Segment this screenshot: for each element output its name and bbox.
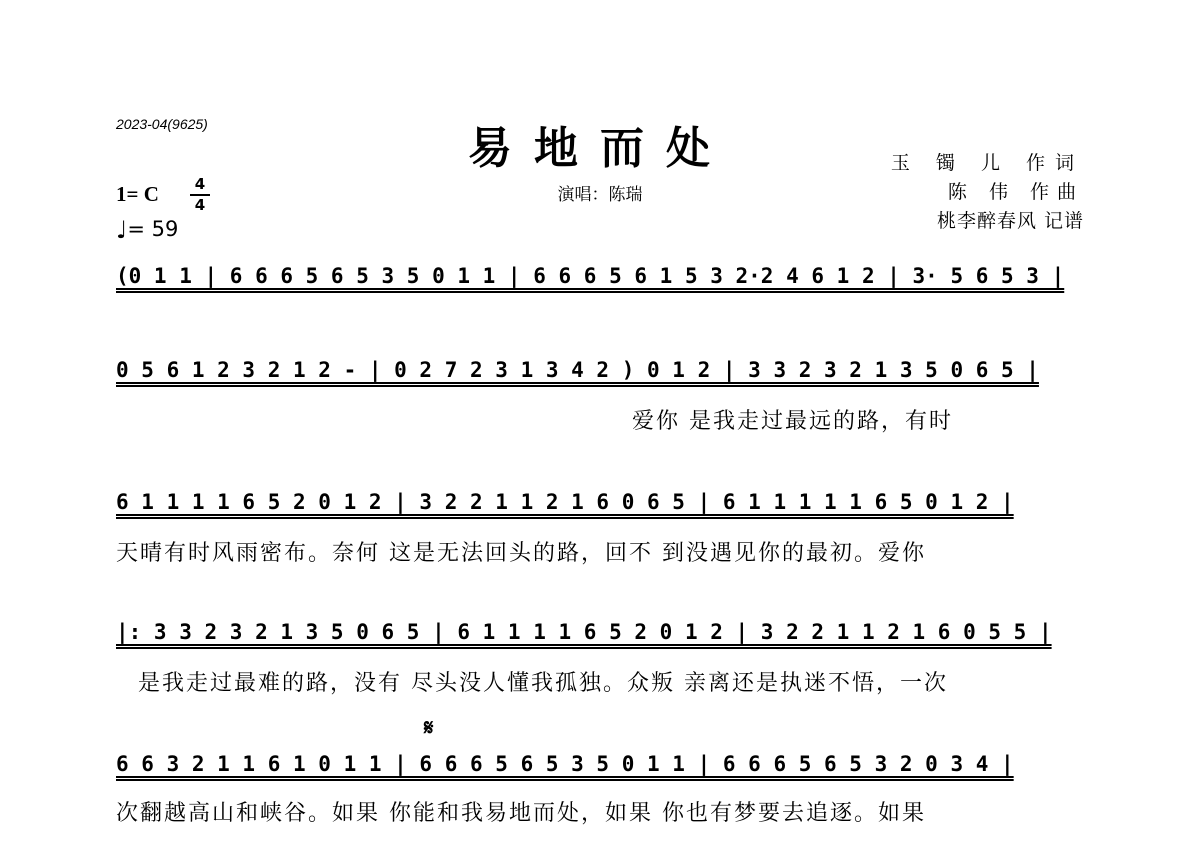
tempo-marking — [116, 216, 178, 244]
notation-line: |: 3 3 2 3 2 1 3 5 0 6 5 | 6 1 1 1 1 6 5 2 0 1 2 | 3 2 2 1 1 2 1 6 0 5 5 | — [116, 620, 1052, 644]
score-row-4 — [116, 620, 1052, 644]
lyrics-line-5: 次翻越高山和峡谷。如果 你能和我易地而处，如果 你也有梦要去追逐。如果 — [116, 801, 926, 826]
notation-line: 6 6 3 2 1 1 6 1 0 1 1 | 6 6 6 5 6 5 3 5 0 1 1 | 6 6 6 5 6 5 3 2 0 3 4 | — [116, 752, 1014, 776]
notation-line: 0 5 6 1 2 3 2 1 2 - | 0 2 7 2 3 1 3 4 2 ) 0 1 2 | 3 3 2 3 2 1 3 5 0 6 5 | — [116, 358, 1039, 382]
score-row-2 — [116, 358, 1039, 382]
composer-credit: 陈 伟 作曲 — [947, 181, 1084, 203]
lyrics-line-3: 天晴有时风雨密布。奈何 这是无法回头的路，回不 到没遇见你的最初。爱你 — [116, 541, 926, 566]
score-row-5 — [116, 752, 1014, 776]
quarter-note-icon: ♩ — [116, 216, 128, 244]
time-signature-bottom: 4 — [194, 196, 206, 214]
score-row-1 — [116, 264, 1064, 288]
singer-credit: 演唱：陈瑞 — [557, 185, 643, 205]
tempo-value: = 59 — [127, 217, 179, 241]
notation-line: 6 1 1 1 1 6 5 2 0 1 2 | 3 2 2 1 1 2 1 6 0 6 5 | 6 1 1 1 1 1 6 5 0 1 2 | — [116, 490, 1014, 514]
notation-line: (0 1 1 | 6 6 6 5 6 5 3 5 0 1 1 | 6 6 6 5 6 1 5 3 2·2 4 6 1 2 | 3· 5 6 5 3 | — [116, 264, 1065, 288]
lyrics-line-2: 爱你 是我走过最远的路，有时 — [632, 409, 953, 434]
time-signature-top: 4 — [194, 175, 206, 193]
time-signature — [190, 176, 210, 214]
lyrics-line-4: 是我走过最难的路，没有 尽头没人懂我孤独。众叛 亲离还是执迷不悟，一次 — [138, 671, 948, 696]
catalog-code: 2023-04(9625) — [116, 116, 208, 132]
transcriber-credit: 桃李醉春风 记谱 — [936, 210, 1084, 232]
song-title: 易地而处 — [468, 123, 732, 174]
score-row-3 — [116, 490, 1014, 514]
key-signature: 1= C — [116, 182, 159, 206]
segno-mark: 𝄋 — [424, 716, 434, 741]
lyricist-credit: 玉 镯 儿 作词 — [890, 152, 1084, 174]
